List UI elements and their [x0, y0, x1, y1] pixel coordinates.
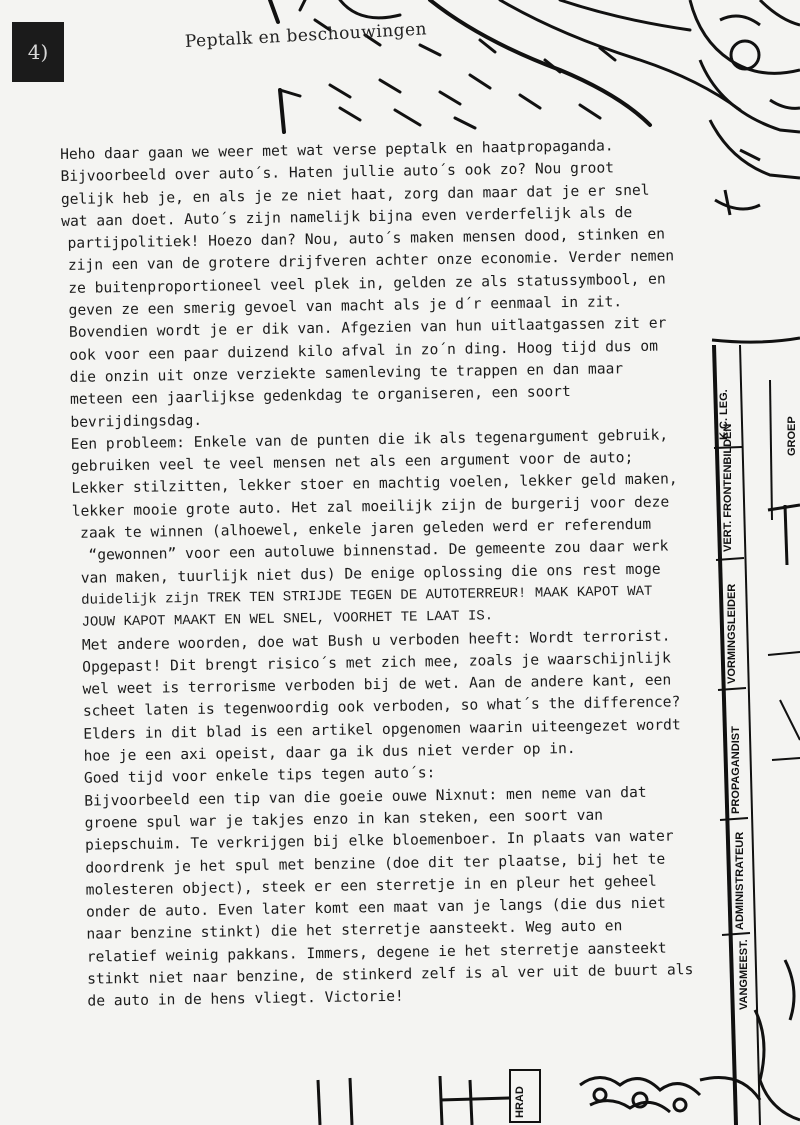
- body-line: Opgepast! Dit brengt risico´s met zich mee, zoals je waarschijnlijk: [82, 649, 671, 676]
- body-line: lekker mooie grote auto. Het zal moeilijk zijn de burgerij voor deze: [71, 493, 670, 520]
- body-line: geven ze een smerig gevoel van macht als je d´r eenmaal in zit.: [68, 293, 623, 319]
- bottom-drawing: [318, 1070, 760, 1125]
- body-line: gelijk heb je, en als je ze niet haat, zorg dan maar dat je er snel: [60, 181, 650, 208]
- page-number: 4): [27, 40, 49, 64]
- body-line: duidelijk zijn TREK TEN STRIJDE TEGEN DE AUTOTERREUR! MAAK KAPOT WAT: [81, 583, 653, 609]
- diagram-label-administrateur: ADMINISTRATEUR: [734, 831, 746, 930]
- body-line: die onzin uit onze verziekte samenleving te trappen en dan maar: [69, 360, 624, 386]
- body-line: molesteren object), steek er een sterretje in en pleur het geheel: [85, 872, 657, 899]
- page-number-tab: [12, 22, 64, 82]
- body-line: de auto in de hens vliegt. Victorie!: [87, 987, 404, 1010]
- body-line: hoe je een axi opeist, daar ga ik dus niet verder op in.: [83, 739, 576, 765]
- body-line: ook voor een paar duizend kilo afval in zo´n ding. Hoog tijd dus om: [69, 337, 659, 364]
- body-line: van maken, tuurlijk niet dus) De enige oplossing die ons rest moge: [80, 560, 661, 587]
- diagram-label-propagandist: PROPAGANDIST: [730, 726, 742, 814]
- body-line: scheet laten is tegenwoordig ook verboden, so what´s the difference?: [82, 693, 681, 721]
- section-title: Peptalk en beschouwingen: [184, 19, 428, 52]
- body-line: Bijvoorbeeld een tip van die goeie ouwe Nixnut: men neme van dat: [84, 783, 647, 810]
- body-line: naar benzine stinkt) die het sterretje aansteekt. Weg auto en: [86, 917, 623, 944]
- body-line: doordrenk je het spul met benzine (doe dit ter plaatse, bij het te: [85, 850, 666, 877]
- diagram-label-vangmeest: VANGMEEST.: [738, 939, 750, 1010]
- body-line: piepschuim. Te verkrijgen bij elke bloemenboer. In plaats van water: [84, 827, 674, 854]
- diagram-label-groep: GROEP: [786, 416, 798, 456]
- body-line: stinkt niet naar benzine, de stinkerd zelf is al ver uit de buurt als: [86, 961, 694, 988]
- diagram-label-vormingsleider: VORMINGSLEIDER: [726, 583, 738, 684]
- body-line: Lekker stilzitten, lekker stoer en machtig voelen, lekker geld maken,: [71, 470, 678, 498]
- body-line: onder de auto. Even later komt een maat van je langs (die dus niet: [85, 894, 667, 921]
- body-line: Goed tijd voor enkele tips tegen auto´s:: [83, 764, 436, 788]
- body-line: “gewonnen” voor een autoluwe binnenstad. De gemeente zou daar werk: [88, 537, 669, 564]
- diagram-label-kc-leg: K.C. LEG.: [718, 389, 730, 440]
- body-line: bevrijdingsdag.: [70, 411, 203, 431]
- body-line: JOUW KAPOT MAAKT EN WEL SNEL, VOORHET TE LAAT IS.: [81, 608, 494, 631]
- body-line: ze buitenproportioneel veel plek in, gelden ze als statussymbool, en: [68, 270, 666, 297]
- body-line: partijpolitiek! Hoezo dan? Nou, auto´s maken mensen dood, stinken en: [67, 225, 666, 253]
- body-line: Met andere woorden, doe wat Bush u verboden heeft: Wordt terrorist.: [81, 627, 671, 654]
- body-line: Een probleem: Enkele van de punten die ik als tegenargument gebruik,: [70, 426, 669, 453]
- body-line: Heho daar gaan we weer met wat verse peptalk en haatpropaganda.: [60, 137, 614, 163]
- body-line: gebruiken veel te veel mensen net als een argument voor de auto;: [70, 449, 634, 476]
- diagram-label-hrad: HRAD: [514, 1086, 526, 1118]
- top-street-drawing: [270, 0, 740, 132]
- body-line: Bovendien wordt je er dik van. Afgezien van hun uitlaatgassen zit er: [68, 314, 667, 342]
- body-line: Elders in dit blad is een artikel opgenomen waarin uiteengezet wordt: [83, 716, 681, 743]
- body-line: wel weet is terrorisme verboden bij de wet. Aan de andere kant, een: [82, 671, 672, 698]
- body-line: meteen een jaarlijkse gedenkdag te organiseren, een soort: [69, 383, 571, 409]
- article-body: [60, 134, 724, 1014]
- body-line: groene spul war je takjes enzo in kan steken, een soort van: [84, 806, 604, 832]
- body-line: wat aan doet. Auto´s zijn namelijk bijna even verderfelijk als de: [61, 203, 633, 230]
- diagram-label-vert-frontenbilden: VERT. FRONTENBILDEN: [722, 423, 734, 552]
- body-line: zaak te winnen (alhoewel, enkele jaren geleden werd er referendum: [79, 515, 652, 542]
- body-line: relatief weinig pakkans. Immers, degene ie het sterretje aansteekt: [86, 939, 667, 966]
- body-line: Bijvoorbeeld over auto´s. Haten jullie auto´s ook zo? Nou groot: [60, 159, 615, 186]
- body-line: zijn een van de grotere drijfveren achter onze economie. Verder nemen: [67, 247, 675, 275]
